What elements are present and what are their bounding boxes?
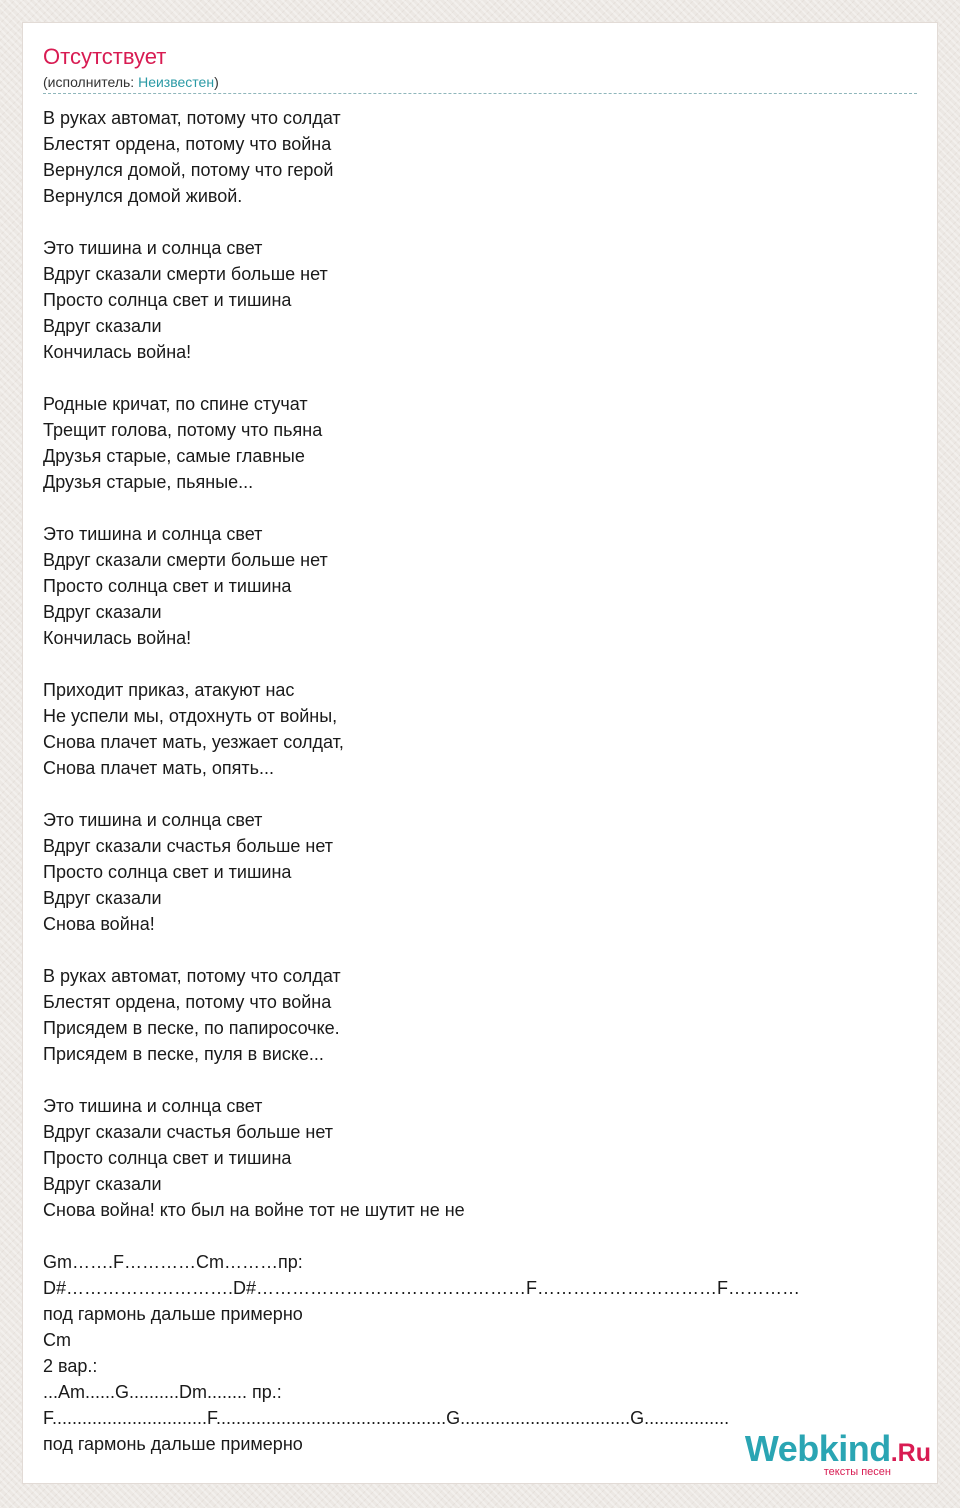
lyric-line: Снова война! кто был на войне тот не шутит не не [43,1200,465,1220]
lyric-line: Приходит приказ, атакуют нас [43,680,295,700]
lyric-line: Это тишина и солнца свет [43,524,263,544]
lyric-line: Друзья старые, пьяные... [43,472,254,492]
lyric-line: Блестят ордена, потому что война [43,992,332,1012]
stanza-break [43,651,937,677]
artist-link[interactable]: Неизвестен [138,74,215,90]
lyric-line: под гармонь дальше примерно [43,1304,303,1324]
lyric-line: Друзья старые, самые главные [43,446,305,466]
lyric-line: Присядем в песке, по папиросочке. [43,1018,340,1038]
lyric-line: В руках автомат, потому что солдат [43,108,341,128]
lyric-line: Снова плачет мать, уезжает солдат, [43,732,344,752]
stanza-break [43,365,937,391]
lyric-line: Просто солнца свет и тишина [43,290,292,310]
stanza-break [43,1223,937,1249]
logo-domain: .Ru [890,1439,931,1467]
lyric-line: Вдруг сказали [43,888,162,908]
song-title: Отсутствует [43,44,167,69]
lyric-line: F...............................F..............................................G..................................G................. [43,1408,730,1428]
lyrics-card [22,22,938,1484]
lyric-line: Вдруг сказали счастья больше нет [43,1122,333,1142]
lyric-line: Кончилась война! [43,628,192,648]
lyric-line: Это тишина и солнца свет [43,238,263,258]
stanza-break [43,209,937,235]
lyric-line: ...Am......G..........Dm........ пр.: [43,1382,282,1402]
lyric-line: Вдруг сказали смерти больше нет [43,264,328,284]
lyric-line: Это тишина и солнца свет [43,1096,263,1116]
lyric-line: Cm [43,1330,71,1350]
stanza-break [43,495,937,521]
lyric-line: Трещит голова, потому что пьяна [43,420,323,440]
lyric-line: 2 вар.: [43,1356,98,1376]
lyric-line: Вернулся домой, потому что герой [43,160,334,180]
lyric-line: Вдруг сказали [43,1174,162,1194]
artist-prefix: (исполнитель: [43,74,139,90]
stanza-break [43,781,937,807]
artist-suffix: ) [214,74,219,90]
lyric-line: Просто солнца свет и тишина [43,1148,292,1168]
lyric-line: Вдруг сказали смерти больше нет [43,550,328,570]
lyric-line: Вдруг сказали счастья больше нет [43,836,333,856]
artist-line [43,73,219,91]
logo-tagline: тексты песен [823,1466,891,1478]
lyric-line: под гармонь дальше примерно [43,1434,303,1454]
lyric-line: Вдруг сказали [43,602,162,622]
lyric-line: Снова война! [43,914,155,934]
lyric-line: Вдруг сказали [43,316,162,336]
lyric-line: Снова плачет мать, опять... [43,758,274,778]
stanza-break [43,1067,937,1093]
stanza-break [43,937,937,963]
lyric-line: Родные кричат, по спине стучат [43,394,308,414]
site-logo[interactable] [735,1428,931,1481]
lyric-line: Блестят ордена, потому что война [43,134,332,154]
lyric-line: Не успели мы, отдохнуть от войны, [43,706,338,726]
lyrics-text [43,105,937,1457]
lyric-line: Gm…….F…………Cm………пр: [43,1252,303,1272]
lyric-line: Кончилась война! [43,342,192,362]
lyric-line: Просто солнца свет и тишина [43,576,292,596]
logo-wordmark: Webkind [744,1428,891,1469]
lyric-line: Это тишина и солнца свет [43,810,263,830]
lyric-line: D#……………………….D#………………………………………F…………………………F………… [43,1278,801,1298]
lyric-line: Присядем в песке, пуля в виске... [43,1044,324,1064]
lyric-line: В руках автомат, потому что солдат [43,966,341,986]
lyric-line: Вернулся домой живой. [43,186,243,206]
lyric-line: Просто солнца свет и тишина [43,862,292,882]
header-divider [43,93,917,94]
